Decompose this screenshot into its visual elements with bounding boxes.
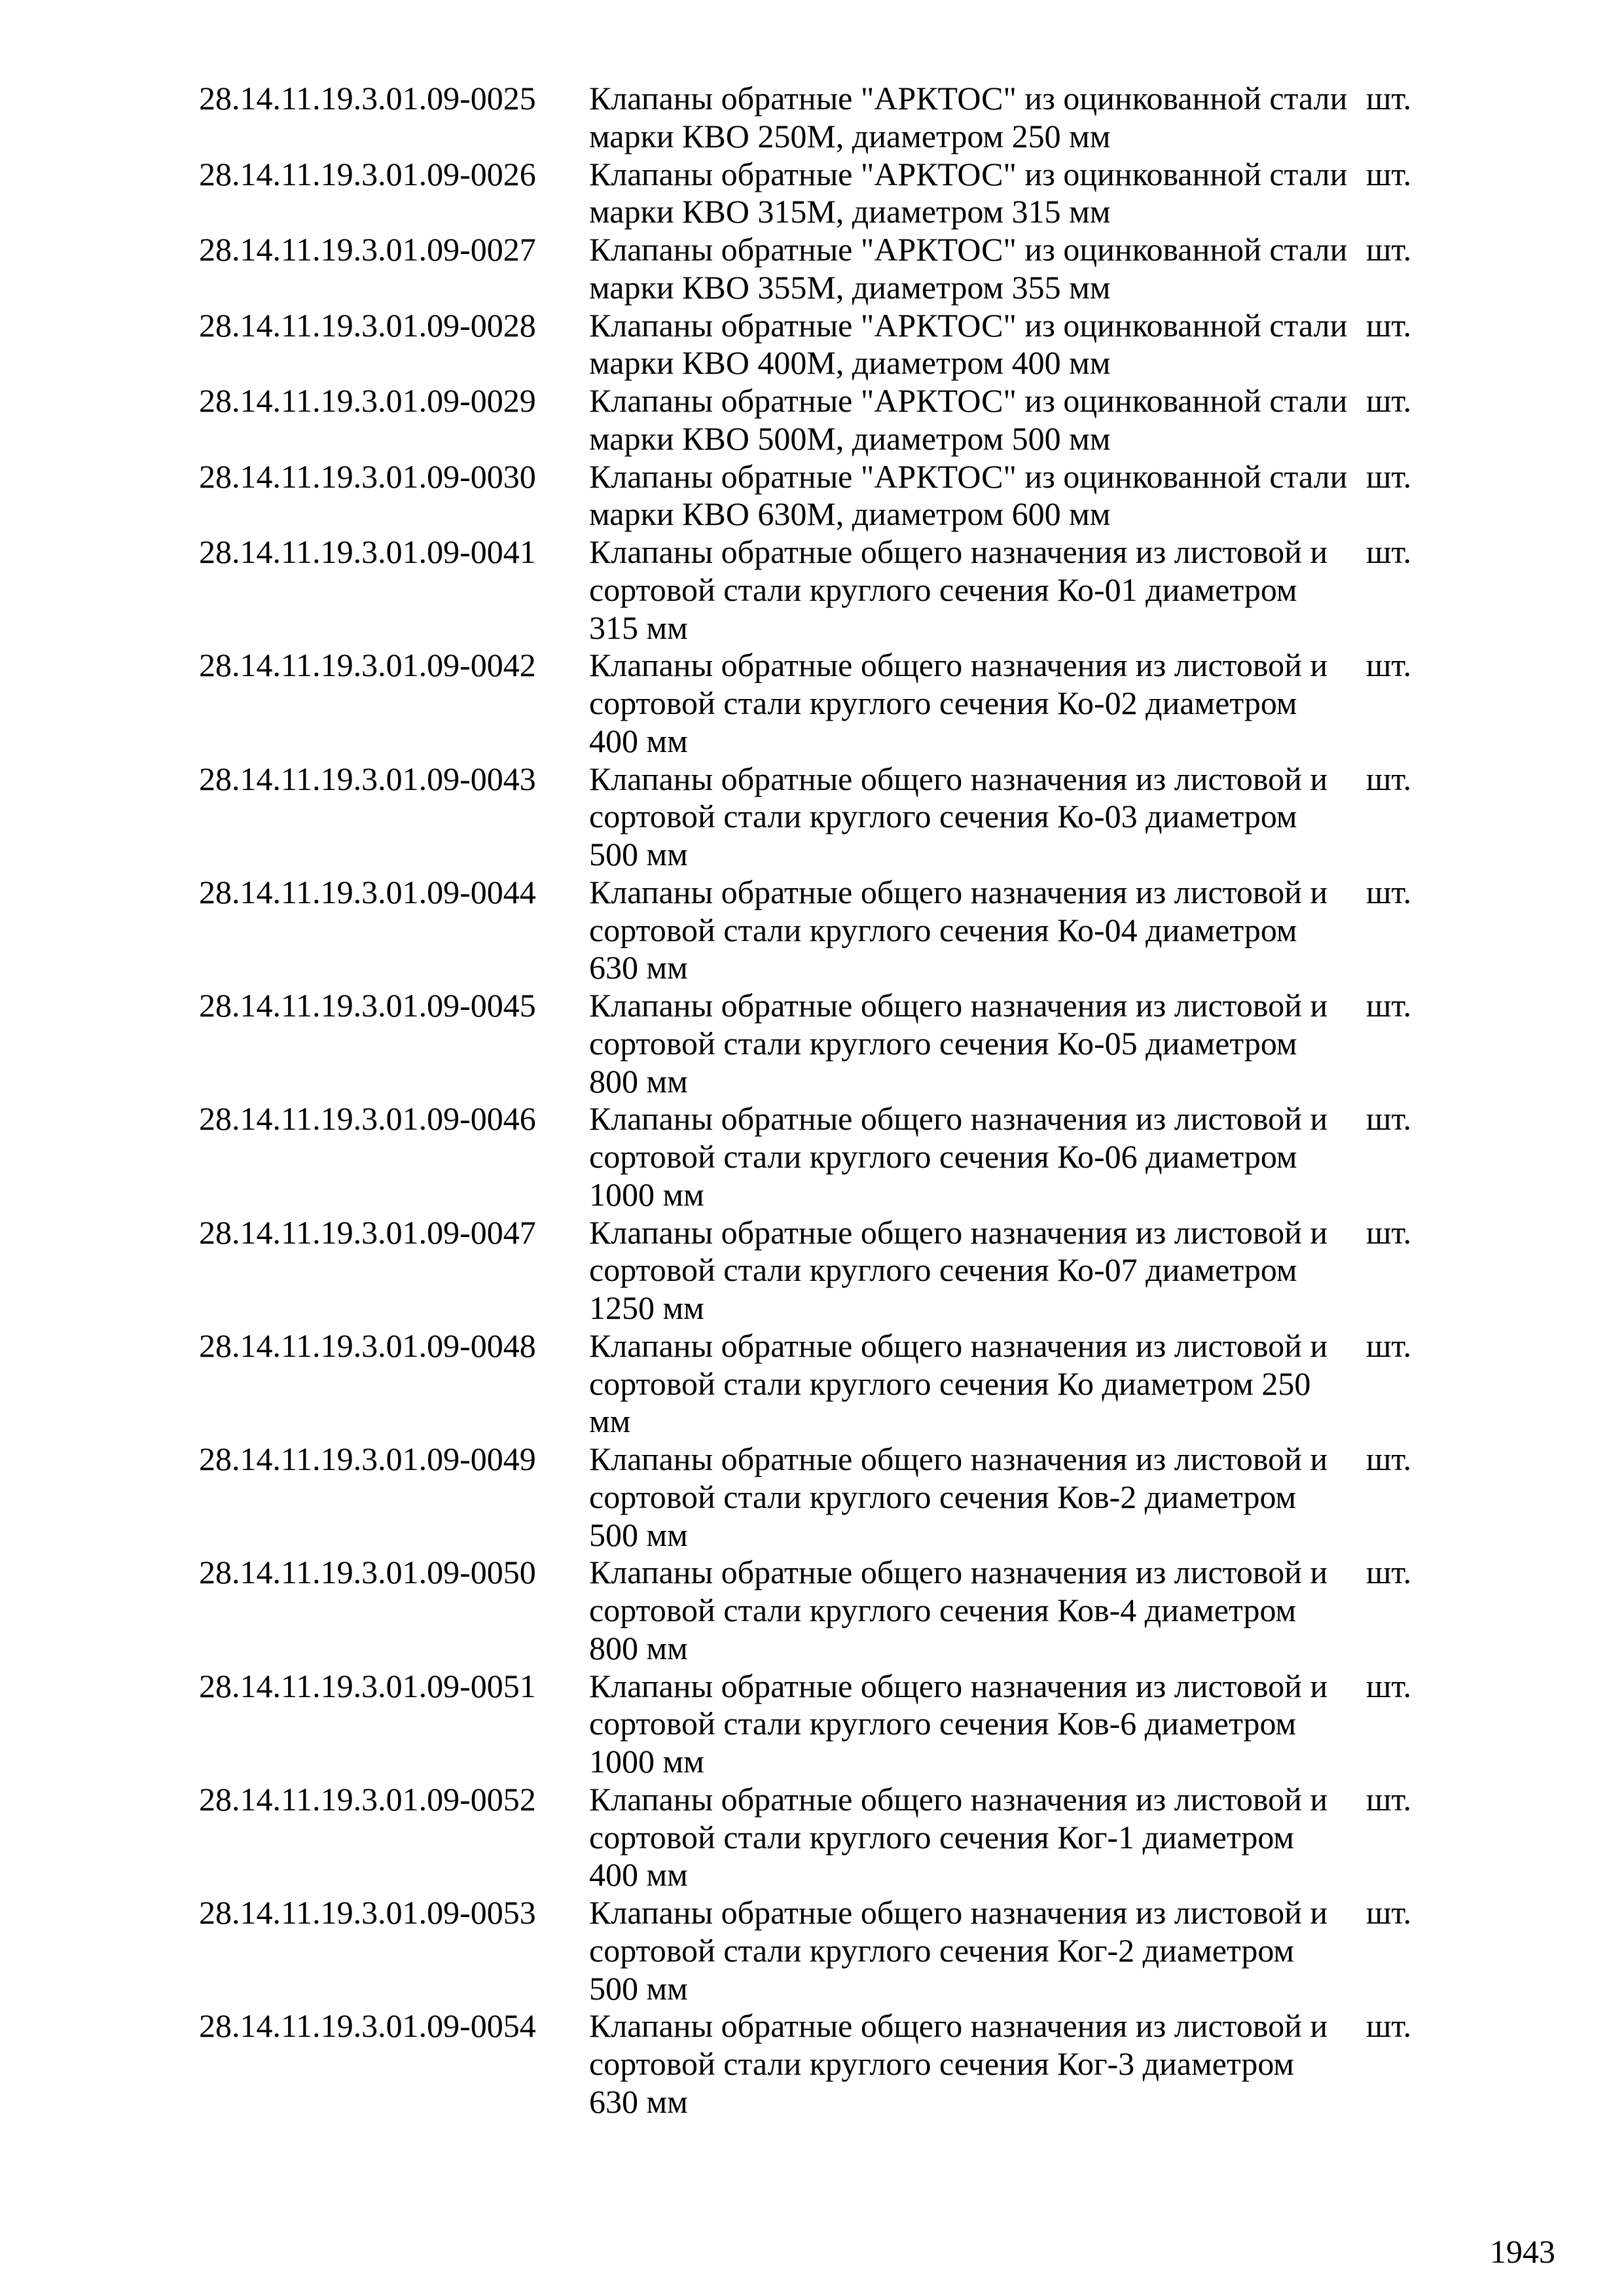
table-row	[199, 2007, 1464, 2121]
item-description	[589, 231, 1366, 307]
item-unit: шт.	[1366, 80, 1412, 117]
table-row	[199, 80, 1464, 156]
item-unit: шт.	[1366, 533, 1412, 570]
item-code: 28.14.11.19.3.01.09-0046	[199, 1100, 536, 1138]
item-description-line: Клапаны обратные общего назначения из листовой и	[589, 1667, 1328, 1704]
item-description-line: марки КВО 355М, диаметром 355 мм	[589, 268, 1111, 306]
table-row	[199, 307, 1464, 383]
item-code: 28.14.11.19.3.01.09-0043	[199, 760, 536, 797]
table-row	[199, 761, 1464, 874]
item-description	[589, 80, 1366, 156]
item-description-line: сортовой стали круглого сечения Ков-4 диаметром	[589, 1592, 1297, 1628]
table-row	[199, 1100, 1464, 1213]
item-unit: шт.	[1366, 231, 1412, 268]
item-code: 28.14.11.19.3.01.09-0042	[199, 647, 536, 684]
item-description-line: Клапаны обратные общего назначения из листовой и	[589, 1780, 1328, 1818]
item-description	[589, 761, 1366, 874]
item-description-line: сортовой стали круглого сечения Ко диаметром 250	[589, 1365, 1311, 1402]
item-description-line: сортовой стали круглого сечения Ко-07 диаметром	[589, 1251, 1297, 1289]
table-row	[199, 1441, 1464, 1554]
item-description-line: сортовой стали круглого сечения Ко-03 диаметром	[589, 798, 1297, 835]
table-row	[199, 533, 1464, 647]
item-description-line: сортовой стали круглого сечения Ков-6 диаметром	[589, 1705, 1297, 1742]
item-unit: шт.	[1366, 1441, 1412, 1477]
table-row	[199, 231, 1464, 307]
item-description	[589, 874, 1366, 987]
item-description-line: 630 мм	[589, 2083, 688, 2120]
item-description-line: Клапаны обратные общего назначения из листовой и	[589, 1213, 1328, 1251]
item-description-line: Клапаны обратные общего назначения из листовой и	[589, 2007, 1328, 2045]
item-unit: шт.	[1366, 457, 1412, 495]
table-row	[199, 1894, 1464, 2007]
item-code: 28.14.11.19.3.01.09-0053	[199, 1894, 536, 1931]
item-description	[589, 2007, 1366, 2121]
item-description	[589, 382, 1366, 458]
item-description-line: марки КВО 400М, диаметром 400 мм	[589, 344, 1111, 382]
item-code: 28.14.11.19.3.01.09-0047	[199, 1213, 536, 1251]
item-table	[199, 80, 1464, 2121]
item-description-line: 400 мм	[589, 722, 688, 759]
item-description	[589, 1894, 1366, 2007]
item-description-line: Клапаны обратные общего назначения из листовой и	[589, 1100, 1328, 1138]
item-description-line: 630 мм	[589, 949, 688, 986]
item-description-line: 400 мм	[589, 1856, 688, 1893]
item-description-line: Клапаны обратные "АРКТОС" из оцинкованной стали	[589, 80, 1348, 117]
item-description-line: Клапаны обратные общего назначения из листовой и	[589, 1441, 1328, 1477]
item-description-line: 315 мм	[589, 609, 688, 646]
item-code: 28.14.11.19.3.01.09-0026	[199, 155, 536, 192]
item-description-line: Клапаны обратные общего назначения из листовой и	[589, 873, 1328, 910]
table-row	[199, 1668, 1464, 1781]
table-row	[199, 1554, 1464, 1667]
item-unit: шт.	[1366, 1100, 1412, 1138]
item-code: 28.14.11.19.3.01.09-0051	[199, 1667, 536, 1704]
item-unit: шт.	[1366, 306, 1412, 344]
item-description-line: 500 мм	[589, 1516, 688, 1553]
item-description-line: сортовой стали круглого сечения Ко-04 диаметром	[589, 911, 1297, 948]
item-description-line: Клапаны обратные "АРКТОС" из оцинкованной стали	[589, 155, 1348, 192]
item-description-line: 1250 мм	[589, 1289, 704, 1326]
item-description-line: 500 мм	[589, 836, 688, 872]
item-description-line: Клапаны обратные общего назначения из листовой и	[589, 1554, 1328, 1591]
item-code: 28.14.11.19.3.01.09-0030	[199, 457, 536, 495]
table-row	[199, 382, 1464, 458]
item-description-line: сортовой стали круглого сечения Ко-05 диаметром	[589, 1024, 1297, 1062]
item-description-line: сортовой стали круглого сечения Ког-3 диаметром	[589, 2045, 1295, 2082]
item-unit: шт.	[1366, 647, 1412, 684]
item-code: 28.14.11.19.3.01.09-0045	[199, 987, 536, 1024]
item-code: 28.14.11.19.3.01.09-0044	[199, 873, 536, 910]
table-row	[199, 1214, 1464, 1327]
item-description-line: мм	[589, 1403, 631, 1440]
item-unit: шт.	[1366, 760, 1412, 797]
item-description	[589, 1554, 1366, 1667]
item-unit: шт.	[1366, 1554, 1412, 1591]
item-code: 28.14.11.19.3.01.09-0041	[199, 533, 536, 570]
item-description	[589, 533, 1366, 647]
item-description-line: Клапаны обратные "АРКТОС" из оцинкованной стали	[589, 231, 1348, 268]
item-description	[589, 1668, 1366, 1781]
item-description-line: Клапаны обратные общего назначения из листовой и	[589, 1894, 1328, 1931]
item-code: 28.14.11.19.3.01.09-0054	[199, 2007, 536, 2045]
table-row	[199, 458, 1464, 534]
item-unit: шт.	[1366, 1780, 1412, 1818]
item-description	[589, 987, 1366, 1100]
item-unit: шт.	[1366, 987, 1412, 1024]
item-code: 28.14.11.19.3.01.09-0028	[199, 306, 536, 344]
item-unit: шт.	[1366, 1213, 1412, 1251]
item-description-line: сортовой стали круглого сечения Ког-2 диаметром	[589, 1931, 1295, 1969]
item-description-line: марки КВО 250М, диаметром 250 мм	[589, 117, 1111, 154]
item-description	[589, 1441, 1366, 1554]
table-row	[199, 1327, 1464, 1441]
item-description	[589, 156, 1366, 232]
item-unit: шт.	[1366, 2007, 1412, 2045]
item-description-line: Клапаны обратные общего назначения из листовой и	[589, 533, 1328, 570]
item-code: 28.14.11.19.3.01.09-0052	[199, 1780, 536, 1818]
item-description-line: Клапаны обратные общего назначения из листовой и	[589, 760, 1328, 797]
item-unit: шт.	[1366, 1327, 1412, 1364]
item-description-line: 800 мм	[589, 1062, 688, 1100]
item-unit: шт.	[1366, 873, 1412, 910]
item-description-line: сортовой стали круглого сечения Ког-1 диаметром	[589, 1818, 1295, 1856]
table-row	[199, 874, 1464, 987]
item-description-line: 1000 мм	[589, 1743, 704, 1780]
item-description-line: 800 мм	[589, 1629, 688, 1666]
item-unit: шт.	[1366, 1667, 1412, 1704]
item-description	[589, 1327, 1366, 1441]
item-code: 28.14.11.19.3.01.09-0050	[199, 1554, 536, 1591]
item-description-line: Клапаны обратные общего назначения из листовой и	[589, 987, 1328, 1024]
item-description-line: Клапаны обратные общего назначения из листовой и	[589, 1327, 1328, 1364]
item-unit: шт.	[1366, 155, 1412, 192]
item-description-line: сортовой стали круглого сечения Ко-06 диаметром	[589, 1138, 1297, 1175]
item-description-line: 1000 мм	[589, 1175, 704, 1213]
item-description-line: Клапаны обратные "АРКТОС" из оцинкованной стали	[589, 457, 1348, 495]
table-row	[199, 647, 1464, 760]
item-description	[589, 458, 1366, 534]
item-description	[589, 1781, 1366, 1894]
item-code: 28.14.11.19.3.01.09-0029	[199, 382, 536, 419]
item-description	[589, 307, 1366, 383]
item-description-line: марки КВО 315М, диаметром 315 мм	[589, 193, 1111, 230]
page-number: 1943	[1490, 2233, 1555, 2270]
item-description-line: марки КВО 500М, диаметром 500 мм	[589, 420, 1111, 457]
item-code: 28.14.11.19.3.01.09-0049	[199, 1441, 536, 1477]
item-description-line: сортовой стали круглого сечения Ков-2 диаметром	[589, 1478, 1297, 1515]
item-description	[589, 647, 1366, 760]
item-description-line: марки КВО 630М, диаметром 600 мм	[589, 495, 1111, 533]
item-unit: шт.	[1366, 382, 1412, 419]
item-description-line: Клапаны обратные общего назначения из листовой и	[589, 647, 1328, 684]
item-description-line: Клапаны обратные "АРКТОС" из оцинкованной стали	[589, 306, 1348, 344]
item-code: 28.14.11.19.3.01.09-0048	[199, 1327, 536, 1364]
item-description	[589, 1214, 1366, 1327]
item-description	[589, 1100, 1366, 1213]
item-code: 28.14.11.19.3.01.09-0025	[199, 80, 536, 117]
table-row	[199, 156, 1464, 232]
table-row	[199, 987, 1464, 1100]
item-description-line: сортовой стали круглого сечения Ко-02 диаметром	[589, 685, 1297, 721]
item-description-line: 500 мм	[589, 1969, 688, 2007]
item-description-line: Клапаны обратные "АРКТОС" из оцинкованной стали	[589, 382, 1348, 419]
item-description-line: сортовой стали круглого сечения Ко-01 диаметром	[589, 571, 1297, 608]
item-code: 28.14.11.19.3.01.09-0027	[199, 231, 536, 268]
item-unit: шт.	[1366, 1894, 1412, 1931]
table-row	[199, 1781, 1464, 1894]
